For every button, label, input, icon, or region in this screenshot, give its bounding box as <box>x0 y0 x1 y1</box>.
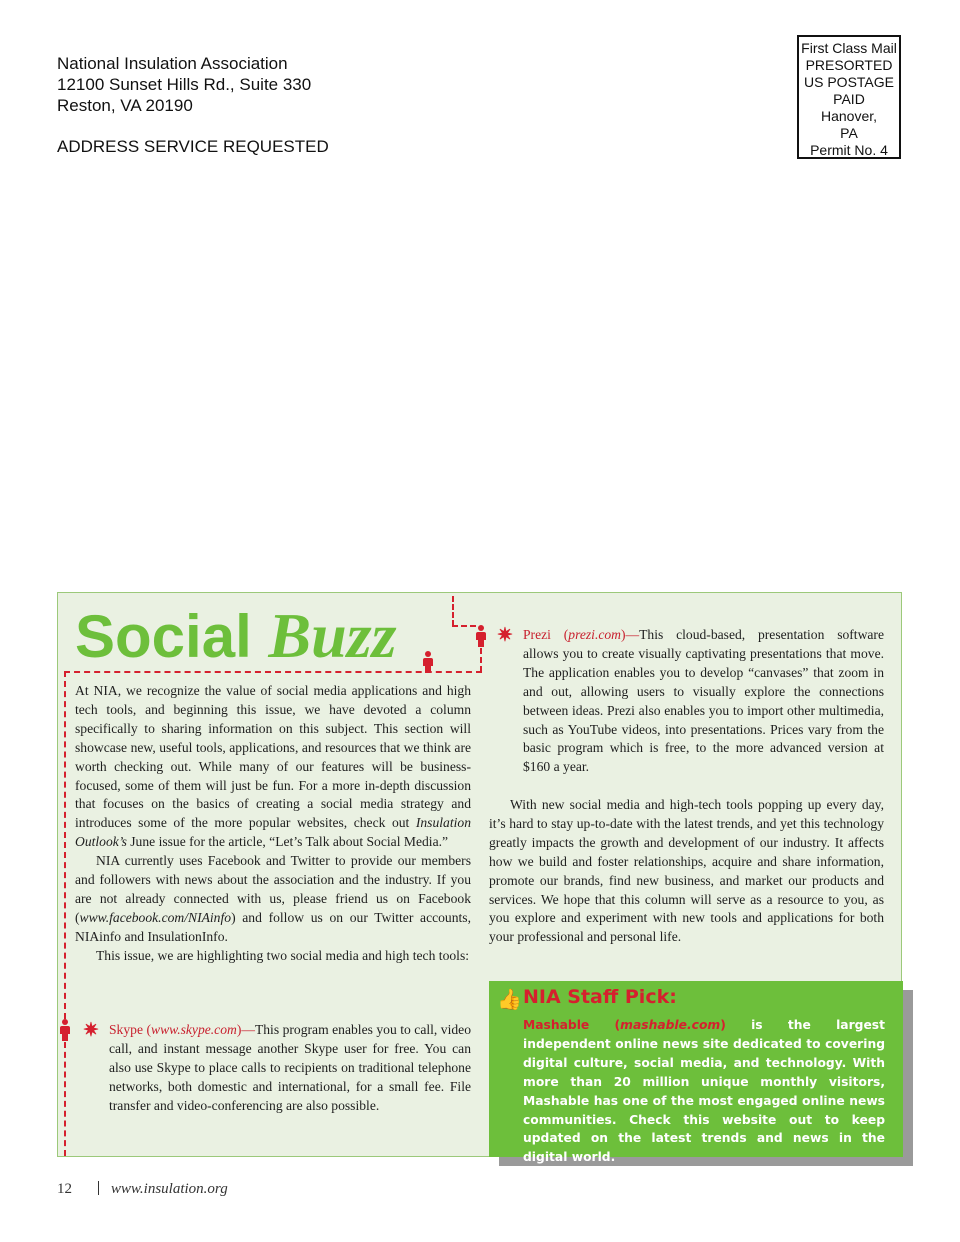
skype-link[interactable]: www.skype.com <box>151 1022 237 1037</box>
skype-name: Skype ( <box>109 1022 151 1037</box>
return-address <box>57 53 329 157</box>
facebook-link[interactable]: www.facebook.com/NIAinfo <box>79 909 232 925</box>
address-service-requested: ADDRESS SERVICE REQUESTED <box>57 137 329 156</box>
dashed-connector <box>452 596 454 626</box>
postage-indicia <box>797 35 901 159</box>
street-address: 12100 Sunset Hills Rd., Suite 330 <box>57 75 312 94</box>
publication-title: Insulation Outlook’s <box>75 815 471 850</box>
prezi-name: Prezi ( <box>523 627 569 642</box>
person-icon <box>60 1019 70 1041</box>
dashed-connector <box>64 671 66 1019</box>
staff-pick-box <box>489 981 903 1165</box>
postage-line: Permit No. 4 <box>810 142 888 158</box>
footer-divider <box>98 1181 99 1195</box>
title-buzz: Buzz <box>268 600 397 671</box>
closing-paragraph-block <box>489 796 884 947</box>
org-name: National Insulation Association <box>57 54 288 73</box>
postage-line: PA <box>840 125 858 141</box>
closing-paragraph: With new social media and high-tech tools popping up every day, it’s hard to stay up-to-date with the latest trends, and yet this technology greatly impacts the growth and development of our industry. It affects how we build and foster relationships, acquire and share information, promote our brands, find new business, and market our products and services. We hope that this column will serve as a resource to you, as you explore and experiment with new tools and applications for both your professional and personal life. <box>489 797 884 945</box>
staff-pick-text: Mashable (mashable.com) is the largest independent online news site dedicated to covering digital culture, social media, and technology. With more than 20 million unique monthly visitors, Mashable has one of the most engaged online news communities. Check this website out to keep updated on the latest trends and news in the digital world. <box>523 1018 885 1165</box>
postage-line: US POSTAGE <box>804 74 894 90</box>
postage-line: PRESORTED <box>805 57 893 73</box>
page-number: 12 <box>57 1181 72 1197</box>
postage-line: Hanover, <box>820 108 878 124</box>
skype-entry: Skype (www.skype.com)—This program enables you to call, video call, and instant message another Skype user for free. You can also use Skype to place calls to recipients on traditional telephone networks, both domestic and international, for a small fee. File transfer and video-conferencing are also possible. <box>109 1022 471 1113</box>
postage-line: PAID <box>833 91 865 107</box>
dashed-connector <box>452 625 476 627</box>
title-social: Social <box>75 603 252 670</box>
social-accounts-paragraph: NIA currently uses Facebook and Twitter to provide our members and followers with news about the association and the industry. If you are not already connected with us, please friend us on Facebook (www.facebook.com/NIAinfo) and follow us on our Twitter accounts, NIAinfo and InsulationInfo. <box>75 853 471 944</box>
page-footer <box>57 1181 228 1198</box>
prezi-entry: Prezi (prezi.com)—This cloud-based, presentation software allows you to create visually captivating presentations that move. The application enables you to develop “canvases” that zoom in and out, allowing users to visually explore the connections between ideas. Prezi also enables you to import other multimedia, such as YouTube videos, into presentations. Prices vary from the basic program which is free, to the more advanced version at $160 a year. <box>523 627 884 775</box>
staff-pick-title: NIA Staff Pick: <box>523 986 677 1008</box>
mashable-name: Mashable ( <box>523 1018 621 1032</box>
prezi-link[interactable]: prezi.com <box>568 627 621 642</box>
mashable-link[interactable]: mashable.com <box>620 1018 721 1032</box>
left-column <box>75 682 471 966</box>
prezi-description: This cloud-based, presentation software allows you to create visually captivating presentations that move. The application enables you to develop “canvases” that zoom in and out, allowing users to visually explore the connections between ideas. Prezi also enables you to import other multimedia, such as YouTube videos, into presentations. Prices vary from the basic program which is free, to the more advanced version at $160 a year. <box>523 627 884 775</box>
star-bullet-icon: ✷ <box>83 1020 99 1041</box>
star-bullet-icon: ✷ <box>497 625 513 646</box>
footer-url[interactable]: www.insulation.org <box>111 1181 228 1197</box>
skype-description: This program enables you to call, video call, and instant message another Skype user for free. You can also use Skype to place calls to recipients on traditional telephone networks, both domestic and international, for a small fee. File transfer and video-conferencing are also possible. <box>109 1022 471 1113</box>
city-state-zip: Reston, VA 20190 <box>57 96 193 115</box>
dashed-connector <box>64 671 482 673</box>
dashed-connector <box>480 648 482 672</box>
intro-paragraph: At NIA, we recognize the value of social media applications and high tech tools, and beginning this issue, we have devoted a column specifically to sharing information on this subject. This section will showcase new, useful tools, applications, and resources that we think are worth checking out. While many of our features will be business-focused, some of them will just be fun. For a more in-depth discussion that focuses on the basics of creating a social media strategy and introduces some of the more popular websites, check out Insulation Outlook’s June issue for the article, “Let’s Talk about Social Media.” <box>75 683 471 850</box>
highlight-intro-paragraph: This issue, we are highlighting two social media and high tech tools: <box>96 947 470 963</box>
dashed-connector <box>64 1042 66 1156</box>
postage-line: First Class Mail <box>801 40 897 56</box>
person-icon <box>476 625 486 647</box>
section-title <box>75 598 397 675</box>
thumbs-up-icon: 👍 <box>497 989 522 1011</box>
person-icon <box>423 651 433 673</box>
mashable-description: is the largest independent online news site dedicated to covering digital culture, social media, and technology. With more than 20 million unique monthly visitors, Mashable has one of the most engaged online news communities. Check this website out to keep updated on the latest trends and news in the digital world. <box>523 1018 885 1165</box>
